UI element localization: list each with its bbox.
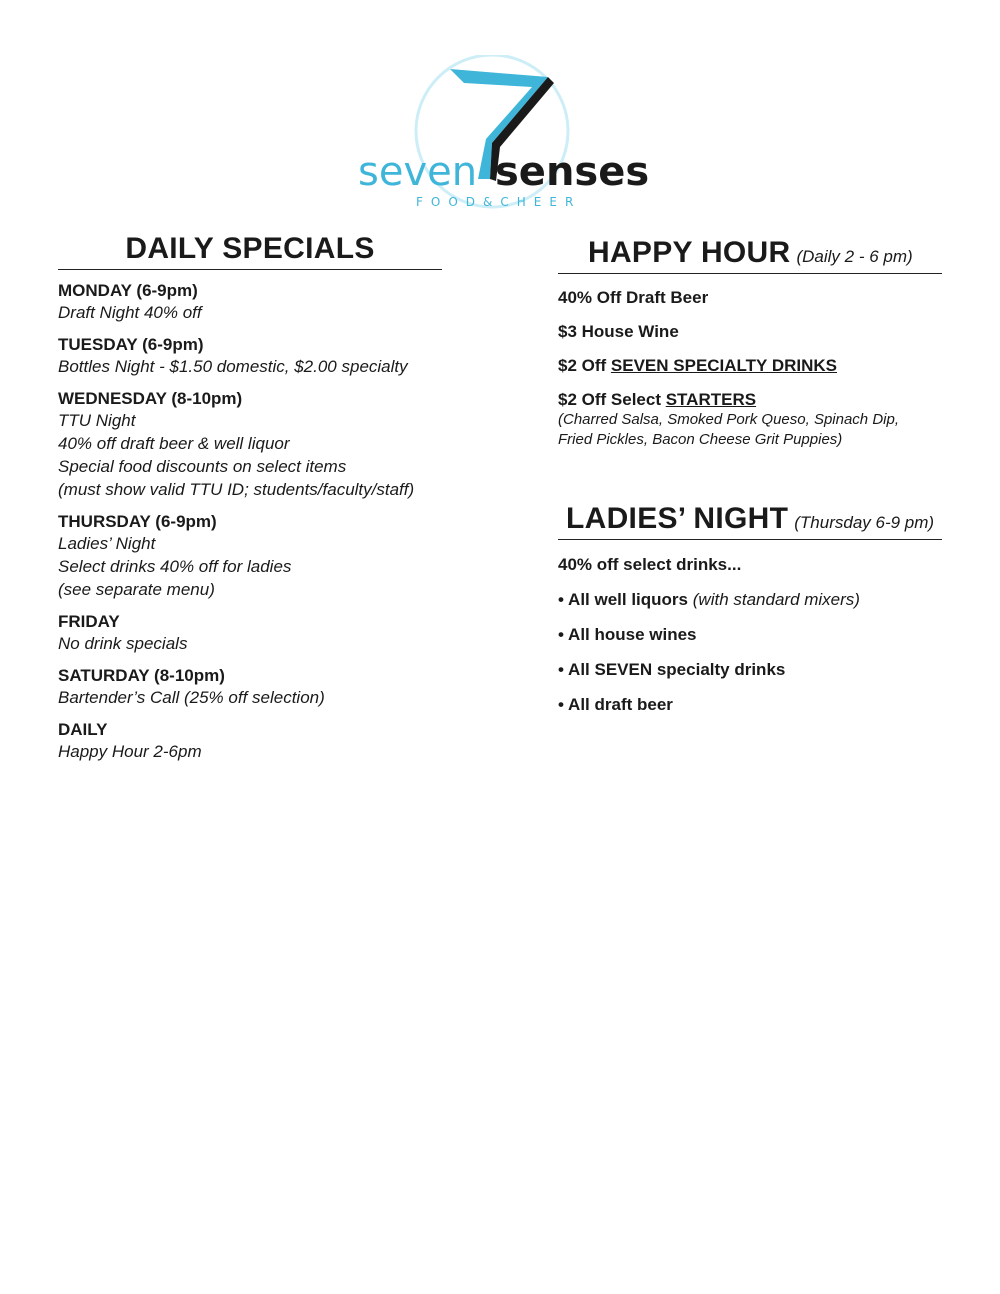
day-monday [58,280,442,324]
starters-link[interactable]: STARTERS [665,390,757,409]
day-detail: TTU Night [58,411,136,430]
bullet-text: • All well liquors [558,590,689,609]
logo-graphic [340,55,660,215]
list-item: • All SEVEN specialty drinks [558,660,786,679]
day-detail: (see separate menu) [58,580,215,599]
day-detail: Ladies’ Night [58,534,156,553]
day-detail: No drink specials [58,634,188,653]
day-name: THURSDAY (6-9pm) [58,512,217,531]
happy-hour-heading [558,236,942,274]
item-prefix: $2 Off Select [558,390,666,409]
day-detail: Bartender’s Call (25% off selection) [58,688,325,707]
list-item [558,589,942,610]
ladies-night-title: LADIES’ NIGHT [566,502,789,535]
happy-hour-title: HAPPY HOUR [588,236,791,269]
day-wednesday [58,388,442,501]
ladies-night-list [558,554,942,715]
logo-word-seven: seven [358,149,478,195]
day-detail: 40% off draft beer & well liquor [58,434,290,453]
happy-hour-item [558,355,942,376]
bullet-note: (with standard mixers) [692,590,860,609]
day-detail: Bottles Night - $1.50 domestic, $2.00 specialty [58,357,408,376]
daily-specials-heading [58,232,442,270]
day-detail: Special food discounts on select items [58,457,347,476]
list-item: • All draft beer [558,695,673,714]
seven-senses-logo [340,55,660,215]
day-detail: Happy Hour 2-6pm [58,742,202,761]
daily-specials-title: DAILY SPECIALS [125,232,375,265]
day-daily [58,719,442,763]
logo-word-senses: senses [495,149,650,195]
day-detail: Select drinks 40% off for ladies [58,557,292,576]
ladies-night-subtitle: (Thursday 6-9 pm) [794,513,935,532]
starters-note: (Charred Salsa, Smoked Pork Queso, Spinach Dip, [558,411,899,428]
logo-tagline: FOOD&CHEER [416,195,582,209]
day-name: TUESDAY (6-9pm) [58,335,204,354]
happy-hour-item: $3 House Wine [558,322,679,341]
day-friday [58,611,442,655]
ladies-night-section [558,502,942,715]
ladies-night-heading [558,502,942,540]
list-item: • All house wines [558,625,697,644]
specialty-drinks-link[interactable]: SEVEN SPECIALTY DRINKS [610,356,837,375]
day-name: SATURDAY (8-10pm) [58,666,225,685]
day-name: MONDAY (6-9pm) [58,281,198,300]
item-prefix: $2 Off [558,356,611,375]
happy-hour-section [558,236,942,450]
happy-hour-item: 40% Off Draft Beer [558,288,709,307]
happy-hour-item [558,389,942,410]
day-thursday [58,511,442,601]
day-detail: Draft Night 40% off [58,303,202,322]
happy-hour-subtitle: (Daily 2 - 6 pm) [796,247,913,266]
day-name: FRIDAY [58,612,120,631]
day-name: DAILY [58,720,108,739]
day-detail: (must show valid TTU ID; students/faculty/staff) [58,480,415,499]
starters-note: Fried Pickles, Bacon Cheese Grit Puppies) [558,431,843,448]
day-tuesday [58,334,442,378]
day-name: WEDNESDAY (8-10pm) [58,389,243,408]
daily-specials-section [58,232,442,763]
ladies-night-intro: 40% off select drinks... [558,555,742,574]
day-saturday [58,665,442,709]
